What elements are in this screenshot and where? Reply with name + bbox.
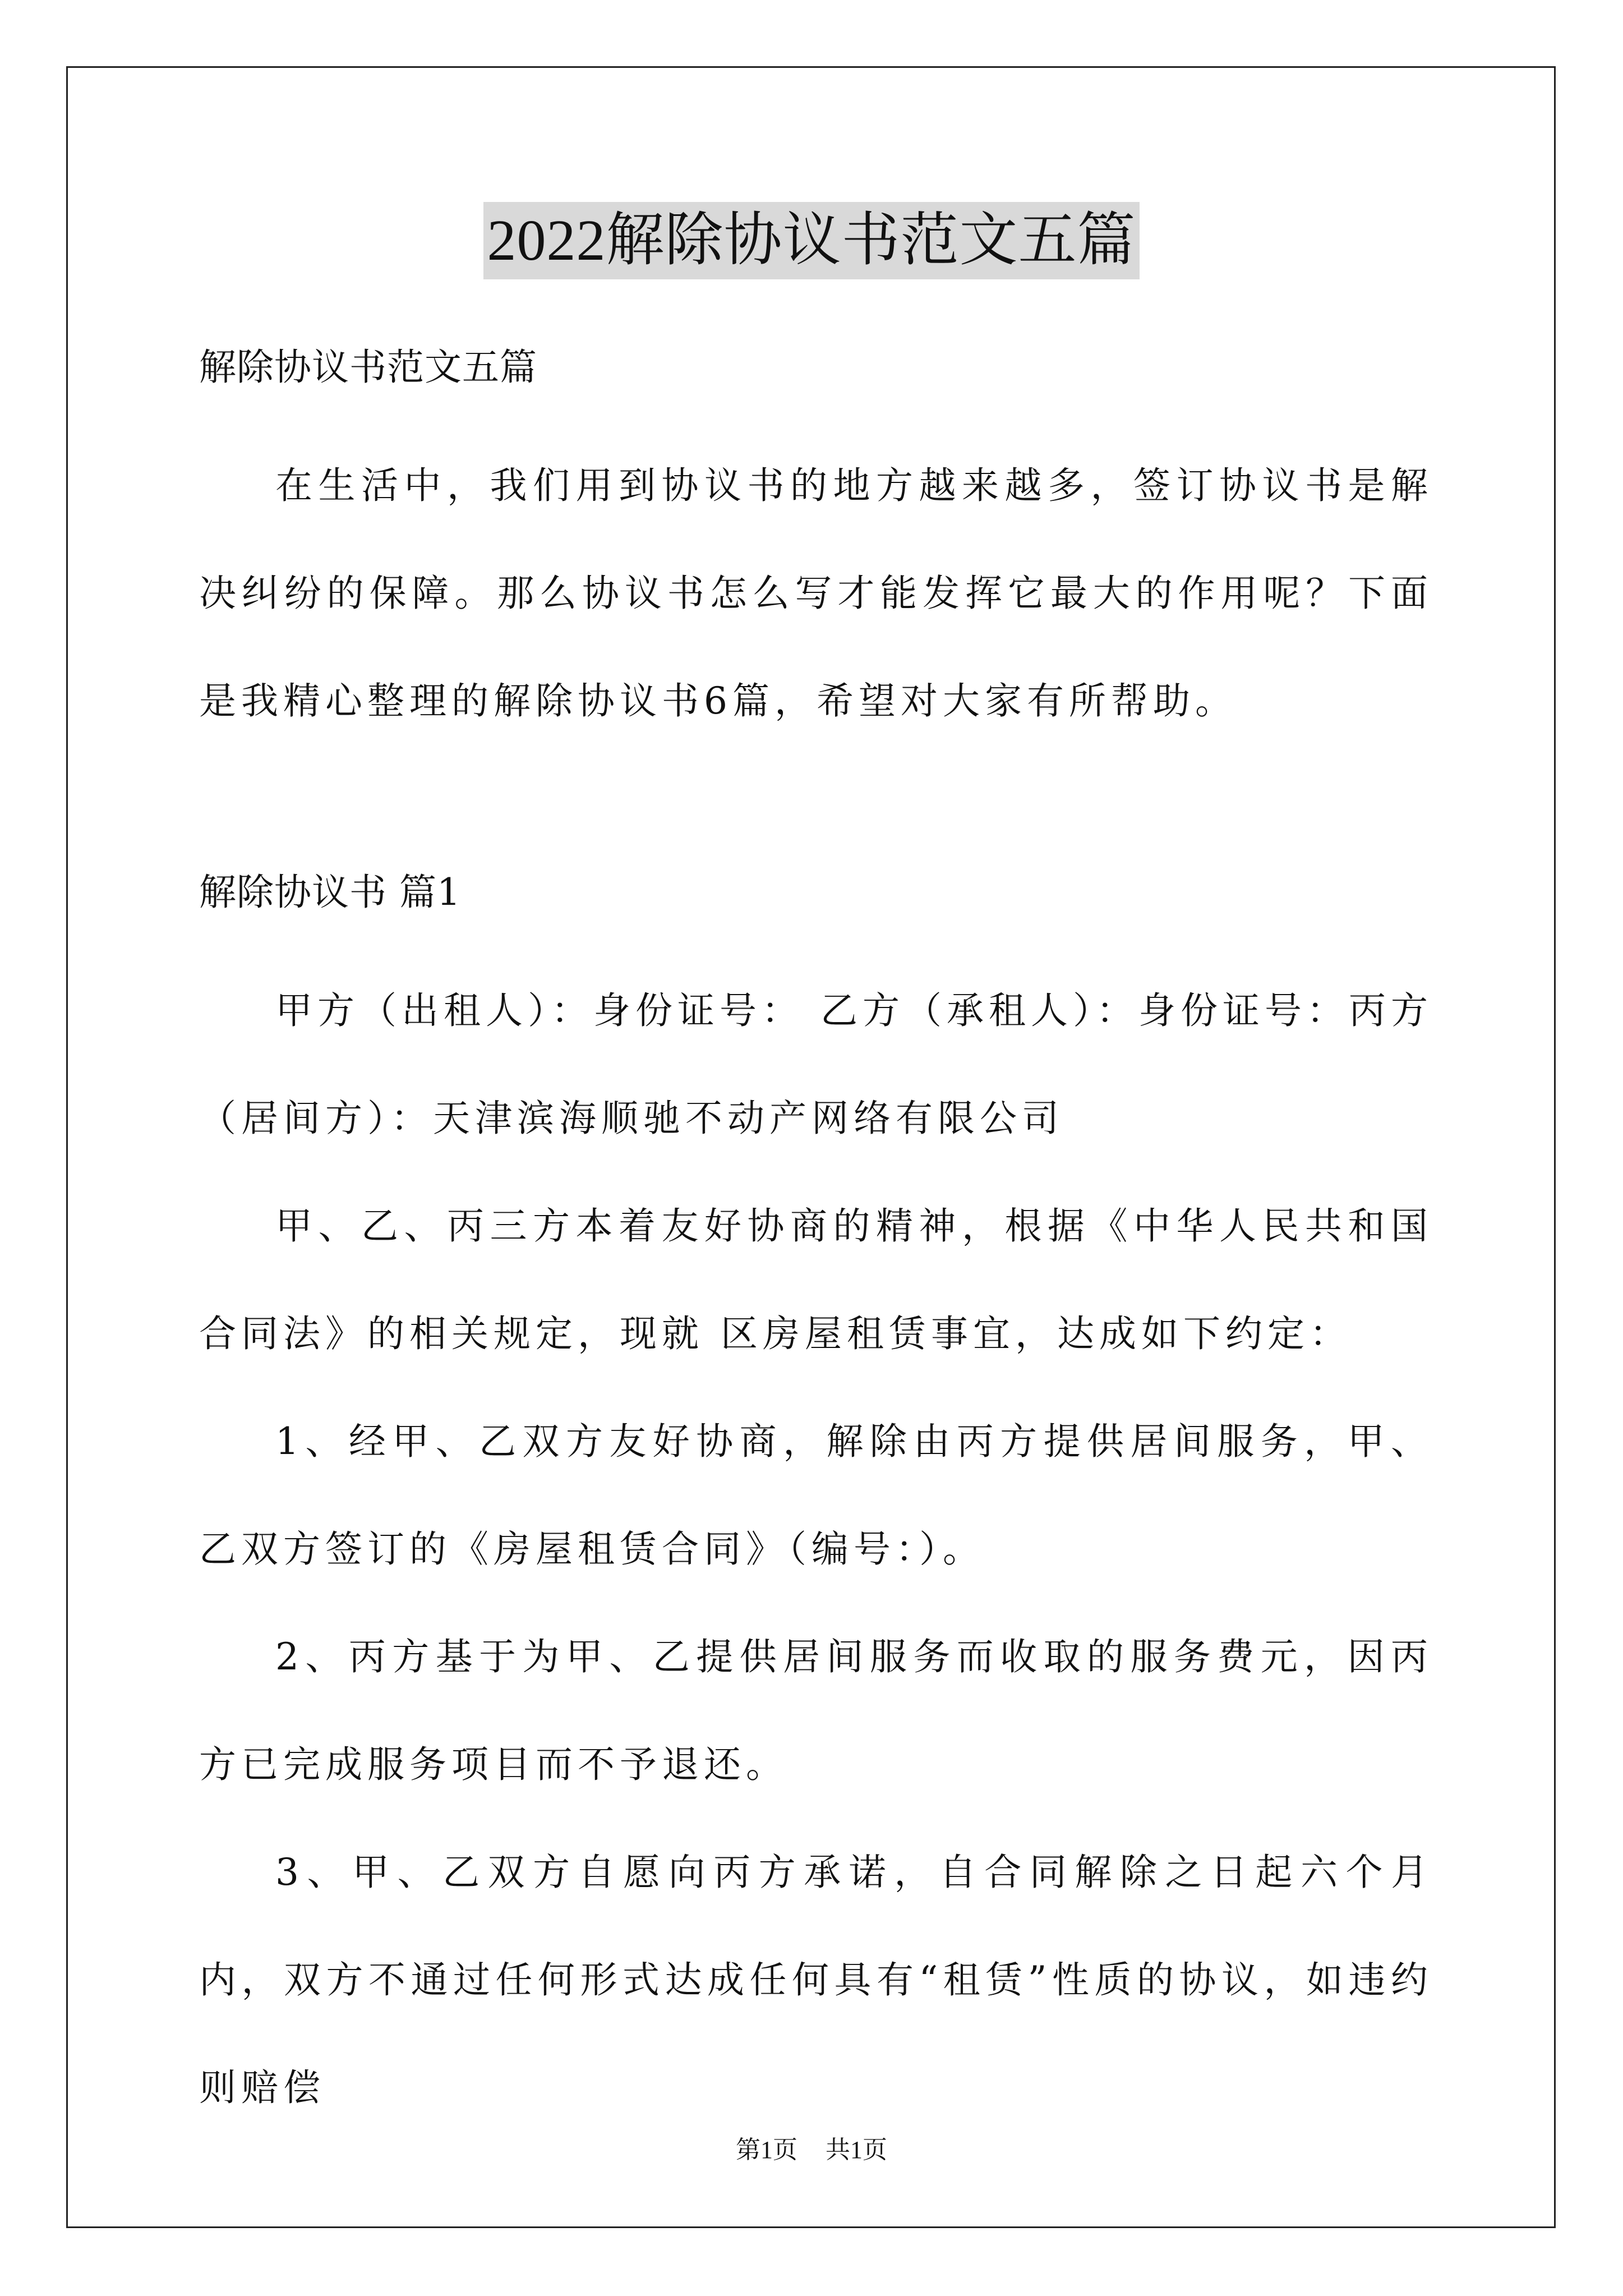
subheading: 解除协议书范文五篇 [199,346,537,389]
section-heading: 解除协议书 篇1 [199,871,461,914]
page-number: 第1页 [736,2136,797,2164]
intro-paragraph: 在生活中，我们用到协议书的地方越来越多，签订协议书是解决纠纷的保障。那么协议书怎么写才能发挥它最大的作用呢？下面是我精心整理的解除协议书6篇，希望对大家有所帮助。 [199,464,1433,723]
body-paragraph-clause-3: 3、甲、乙双方自愿向丙方承诺，自合同解除之日起六个月内，双方不通过任何形式达成任何具有“租赁”性质的协议，如违约则赔偿 [199,1851,1433,2109]
body-paragraph-parties: 甲方（出租人）：身份证号： 乙方（承租人）：身份证号：丙方（居间方）：天津滨海顺驰不动产网络有限公司 [199,989,1433,1140]
document-title: 2022解除协议书范文五篇 [483,202,1139,279]
page-footer [0,2134,1623,2166]
document-body [199,342,1433,2142]
page-total: 共1页 [826,2136,887,2164]
body-paragraph-preamble: 甲、乙、丙三方本着友好协商的精神，根据《中华人民共和国合同法》的相关规定，现就 区房屋租赁事宜，达成如下约定： [199,1204,1433,1355]
title-container [0,202,1623,279]
body-paragraph-clause-1: 1、经甲、乙双方友好协商，解除由丙方提供居间服务，甲、乙双方签订的《房屋租赁合同》（编号：）。 [199,1420,1433,1571]
body-paragraph-clause-2: 2、丙方基于为甲、乙提供居间服务而收取的服务费元，因丙方已完成服务项目而不予退还。 [199,1635,1433,1786]
